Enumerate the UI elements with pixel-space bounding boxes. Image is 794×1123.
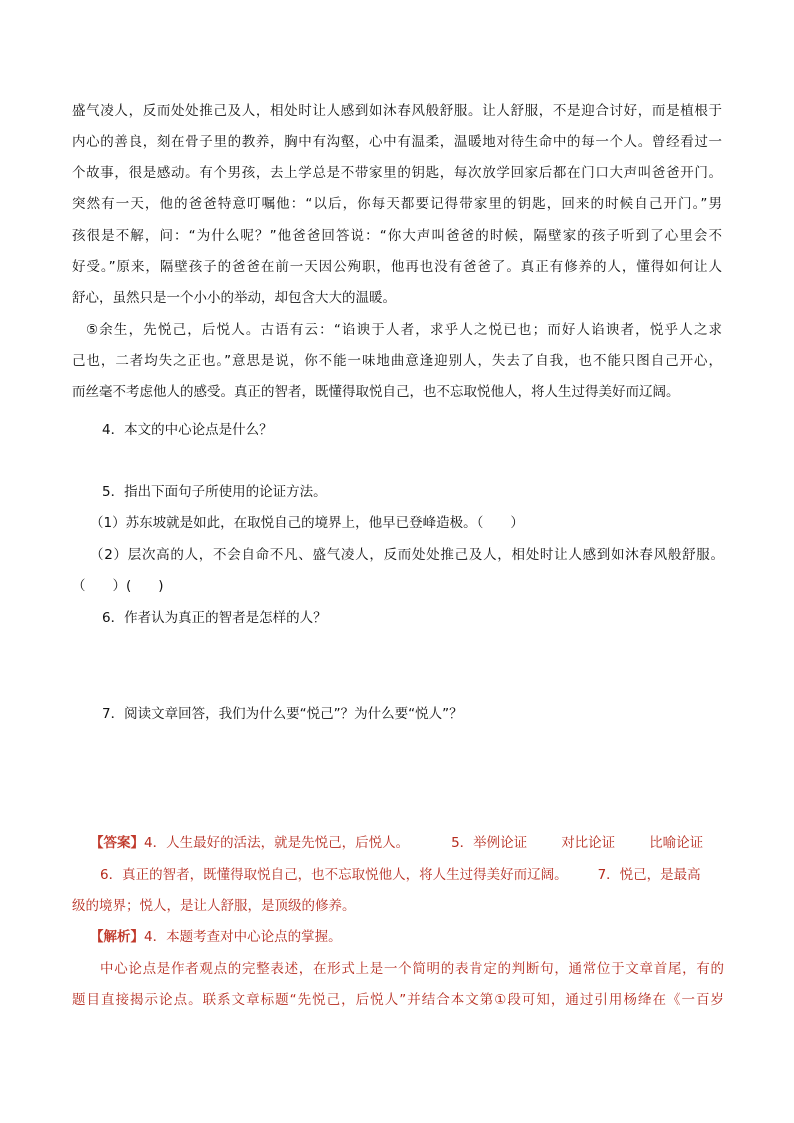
answer-5-method-2: 对比论证 (561, 835, 616, 851)
body-line: 孩很是不解，问：“为什么呢？”他爸爸回答说：“你大声叫爸爸的时候，隔壁家的孩子听到了心里会不 (72, 228, 722, 244)
question-5-item-2: （2）层次高的人，不会自命不凡、盛气凌人，反而处处推己及人，相处时让人感到如沐春风般舒服。 (90, 547, 724, 563)
paragraph-5-line: ⑤余生，先悦己，后悦人。古语有云：“谄谀于人者，求乎人之悦已也；而好人谄谀者，悦乎人之求 (86, 322, 722, 338)
question-5: 5．指出下面句子所使用的论证方法。 (102, 484, 327, 500)
answer-4: 4．人生最好的活法，就是先悦己，后悦人。 (144, 835, 410, 851)
question-5-item-1: （1）苏东坡就是如此，在取悦自己的境界上，他早已登峰造极。（ ） (90, 515, 524, 531)
question-7: 7．阅读文章回答，我们为什么要“悦己”？为什么要“悦人”？ (102, 706, 463, 722)
body-line: 突然有一天，他的爸爸特意叮嘱他：“以后，你每天都要记得带家里的钥匙，回来的时候自己开门。”男 (72, 196, 722, 212)
answer-line-1 (90, 833, 730, 853)
analysis-first: 4．本题考查对中心论点的掌握。 (144, 929, 342, 945)
question-4: 4．本文的中心论点是什么？ (102, 422, 273, 438)
answer-7-part-1: 7．悦己，是最高 (597, 867, 701, 883)
paragraph-5-line: 己也，二者均失之正也。”意思是说，你不能一味地曲意逢迎别人，失去了自我，也不能只图自己开心， (72, 353, 722, 369)
analysis-text-line: 题目直接揭示论点。联系文章标题“先悦己，后悦人”并结合本文第①段可知，通过引用杨绛在《一百岁 (72, 992, 724, 1008)
answer-6: 6．真正的智者，既懂得取悦自己，也不忘取悦他人，将人生过得美好而辽阔。 (100, 867, 568, 883)
body-line: 舒心，虽然只是一个小小的举动，却包含大大的温暖。 (72, 290, 396, 306)
question-6: 6．作者认为真正的智者是怎样的人？ (102, 610, 327, 626)
body-line: 盛气凌人，反而处处推己及人，相处时让人感到如沐春风般舒服。让人舒服，不是迎合讨好，而是植根于 (72, 103, 722, 119)
body-line: 好受。”原来，隔壁孩子的爸爸在前一天因公殉职，他再也没有爸爸了。真正有修养的人，懂得如何让人 (72, 259, 722, 275)
answer-line-2 (100, 865, 730, 885)
analysis-text-line: 中心论点是作者观点的完整表述，在形式上是一个简明的表肯定的判断句，通常位于文章首尾，有的 (100, 961, 724, 977)
analysis-line-1 (90, 927, 740, 947)
answer-5-method-1: 5．举例论证 (451, 835, 528, 851)
body-line: 内心的善良，刻在骨子里的教养，胸中有沟壑，心中有温柔，温暖地对待生命中的每一个人。曾经看过一 (72, 134, 722, 150)
question-5-item-2-blanks: （ ）( ) (72, 578, 164, 594)
answer-7-part-2: 级的境界；悦人，是让人舒服，是顶级的修养。 (72, 898, 356, 914)
paragraph-5-line: 而丝毫不考虑他人的感受。真正的智者，既懂得取悦自己，也不忘取悦他人，将人生过得美好而辽阔。 (72, 384, 680, 400)
answer-5-method-3: 比喻论证 (649, 835, 704, 851)
body-line: 个故事，很是感动。有个男孩，去上学总是不带家里的钥匙，每次放学回家后都在门口大声叫爸爸开门。 (72, 165, 722, 181)
analysis-label: 【解析】 (90, 929, 144, 945)
answer-label: 【答案】 (90, 835, 144, 851)
